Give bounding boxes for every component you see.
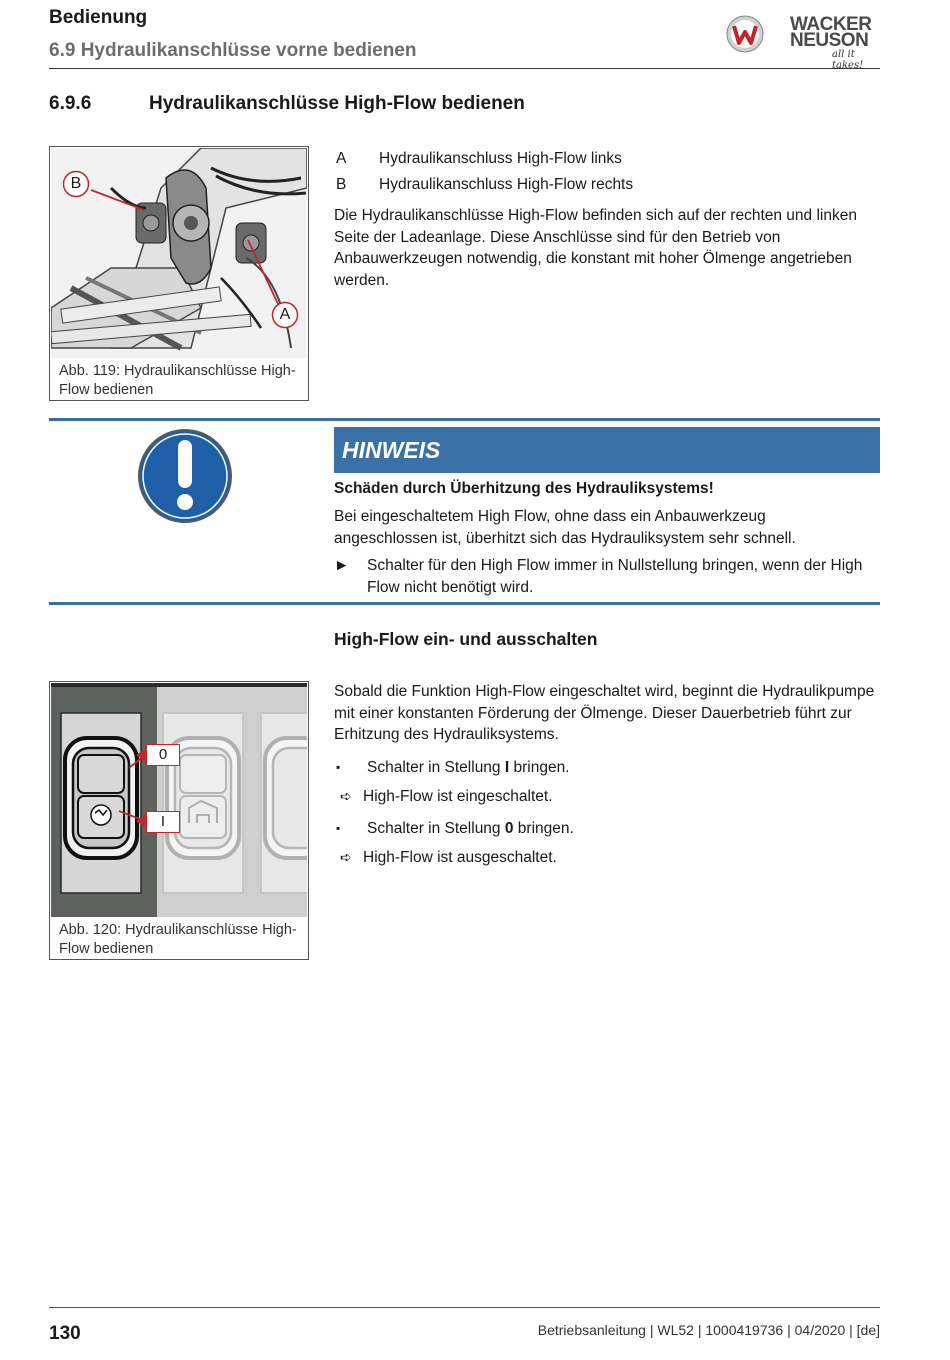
- notice-text: Bei eingeschaltetem High Flow, ohne dass ein Anbauwerkzeug angeschlossen ist, überhitzt sich das Hydrauliksystem sehr schnell.: [334, 508, 796, 547]
- step-text: Schalter in Stellung: [367, 820, 505, 837]
- figure-120: [49, 681, 309, 960]
- step-result: High-Flow ist ausgeschaltet.: [363, 849, 557, 866]
- notice-top-rule: [49, 418, 880, 421]
- notice-title-bar: [334, 427, 880, 473]
- action-arrow-icon: ►: [334, 557, 350, 574]
- legend-item-a: [336, 146, 876, 172]
- document-info: Betriebsanleitung | WL52 | 1000419736 | 04/2020 | [de]: [537, 1322, 880, 1338]
- mandatory-action-icon: [136, 428, 234, 524]
- figure-caption: Abb. 119: Hydraulikanschlüsse High-Flow bedienen: [59, 363, 296, 398]
- section-title: Hydraulikanschlüsse High-Flow bedienen: [149, 93, 525, 114]
- logo-text-line1: WACKER: [790, 14, 872, 35]
- footer-divider: [49, 1307, 880, 1308]
- section-number: 6.9.6: [49, 93, 92, 114]
- step-text-end: bringen.: [509, 759, 570, 776]
- step-position: I: [504, 759, 510, 776]
- legend-text: Hydraulikanschluss High-Flow rechts: [379, 176, 634, 193]
- notice-heading: Schäden durch Überhitzung des Hydrauliksystems!: [334, 480, 714, 497]
- logo-tagline: all it takes!: [832, 49, 864, 71]
- step-instruction: [367, 757, 570, 779]
- result-arrow-icon: ➪: [340, 788, 352, 804]
- step-position: 0: [504, 820, 514, 837]
- page-number: 130: [49, 1323, 81, 1344]
- notice-title: HINWEIS: [342, 437, 441, 463]
- notice-bottom-rule: [49, 602, 880, 605]
- figure-caption: Abb. 120: Hydraulikanschlüsse High-Flow bedienen: [59, 922, 297, 957]
- legend-item-b: [336, 172, 876, 198]
- step-result: High-Flow ist eingeschaltet.: [363, 788, 553, 805]
- step-instruction: [367, 818, 574, 840]
- step-text: Schalter in Stellung: [367, 759, 505, 776]
- legend-key: B: [336, 176, 347, 193]
- legend-text: Hydraulikanschluss High-Flow links: [379, 150, 622, 167]
- subsection-paragraph: Sobald die Funktion High-Flow eingeschaltet wird, beginnt die Hydraulikpumpe mit einer konstanten Förderung der Ölmenge. Dieser Dauerbetrieb führt zur Erhitzung des Hydrauliksystems.: [334, 683, 875, 743]
- callout-label-b: B: [70, 175, 82, 192]
- high-flow-switch-illustration: [51, 683, 307, 917]
- subsection-title: High-Flow ein- und ausschalten: [334, 629, 598, 649]
- callout-label-a: A: [279, 306, 291, 323]
- logo-text-line2: NEUSON: [790, 30, 869, 51]
- switch-position-0-label: 0: [146, 744, 180, 766]
- bullet-icon: ▪: [336, 760, 341, 774]
- step-text-end: bringen.: [513, 820, 574, 837]
- intro-paragraph: Die Hydraulikanschlüsse High-Flow befinden sich auf der rechten und linken Seite der Ladeanlage. Diese Anschlüsse sind für den Betrieb von Anbauwerkzeugen notwendig, die konstant mit hoher Ölmenge angetrieben werden.: [334, 207, 857, 289]
- header-divider: [49, 68, 880, 69]
- result-arrow-icon: ➪: [340, 849, 352, 865]
- chapter-title: Bedienung: [49, 7, 148, 28]
- bullet-icon: ▪: [336, 821, 341, 835]
- hydraulic-connections-illustration: [51, 148, 307, 358]
- legend-key: A: [336, 150, 347, 167]
- figure-119: [49, 146, 309, 401]
- notice-action: Schalter für den High Flow immer in Nullstellung bringen, wenn der High Flow nicht benötigt wird.: [367, 557, 863, 596]
- section-heading: 6.9 Hydraulikanschlüsse vorne bedienen: [49, 40, 417, 61]
- switch-position-i-label: I: [146, 811, 180, 833]
- wacker-neuson-logo: [726, 14, 882, 71]
